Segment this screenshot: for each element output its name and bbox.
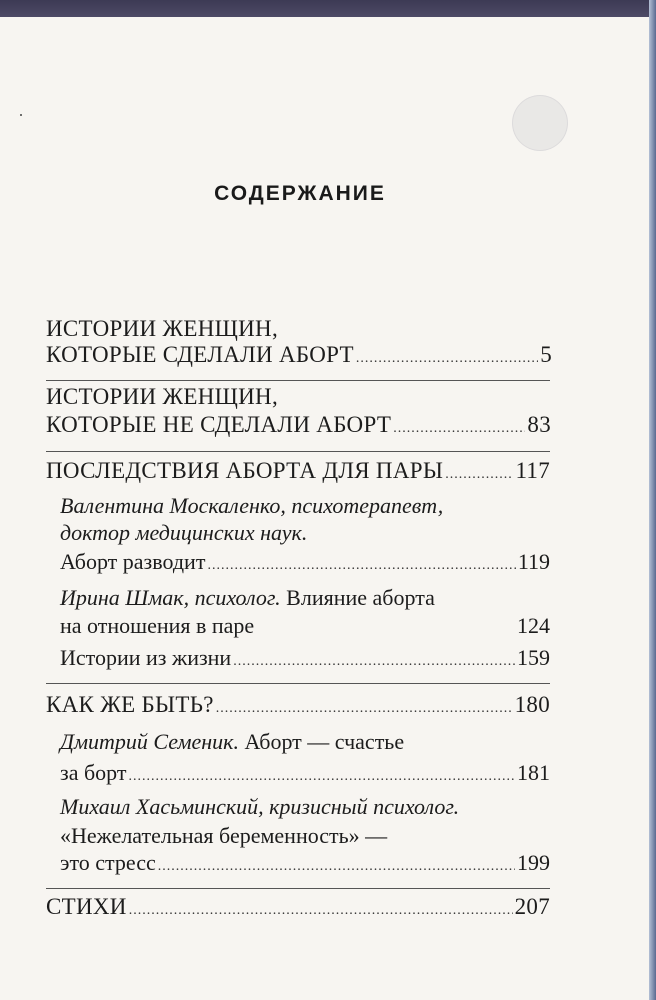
- divider: [46, 888, 550, 889]
- section-5-page: 207: [514, 894, 550, 919]
- toc-heading: СОДЕРЖАНИЕ: [214, 182, 386, 205]
- scan-right-edge: [649, 0, 656, 1000]
- entry-4-2-title-part2: это стресс: [60, 850, 156, 875]
- section-1-title-line1: ИСТОРИИ ЖЕНЩИН,: [46, 316, 279, 341]
- entry-3-2-title-part2: на отношения в паре: [60, 613, 255, 638]
- section-2-page: 83: [527, 412, 551, 437]
- entry-4-1-heading: [60, 729, 404, 755]
- entry-3-3-page: 159: [517, 645, 550, 670]
- entry-4-2[interactable]: [60, 850, 550, 876]
- dot-leader: [129, 903, 513, 919]
- entry-4-2-title-part1: «Нежелательная беременность» —: [60, 823, 388, 848]
- dot-leader: [445, 467, 513, 483]
- section-5-entry[interactable]: [46, 894, 550, 920]
- entry-3-2-title-part1: Влияние аборта: [286, 585, 435, 610]
- entry-3-1-title: Аборт разводит: [60, 549, 206, 574]
- dot-leader: [158, 859, 515, 875]
- section-3-entry[interactable]: [46, 458, 550, 484]
- bleed-through-seal: [512, 95, 568, 151]
- dot-leader: [233, 654, 515, 670]
- entry-4-2-author: Михаил Хасьминский, кризисный психолог.: [60, 794, 460, 819]
- dot-leader: [393, 421, 525, 437]
- section-5-title: СТИХИ: [46, 894, 127, 919]
- section-2-title-line1: ИСТОРИИ ЖЕНЩИН,: [46, 384, 279, 409]
- dot-leader: [128, 769, 515, 785]
- entry-3-2-page: 124: [517, 613, 550, 638]
- divider: [46, 380, 550, 381]
- entry-3-1-page: 119: [517, 549, 550, 574]
- divider: [46, 451, 550, 452]
- section-1-title-line2: КОТОРЫЕ СДЕЛАЛИ АБОРТ: [46, 342, 354, 367]
- entry-4-1-page: 181: [517, 760, 550, 785]
- section-3-title: ПОСЛЕДСТВИЯ АБОРТА ДЛЯ ПАРЫ: [46, 458, 444, 483]
- section-4-entry[interactable]: [46, 692, 550, 718]
- entry-3-1-author-line2: доктор медицинских наук.: [60, 520, 308, 545]
- entry-3-2-heading: [60, 585, 435, 611]
- entry-4-1-author: Дмитрий Семеник.: [60, 729, 239, 754]
- scan-top-edge: [0, 0, 656, 17]
- entry-3-3[interactable]: [60, 645, 550, 671]
- dot-leader: [216, 701, 513, 717]
- entry-4-1-title-part1: Аборт — счастье: [244, 729, 405, 754]
- dot-leader: [356, 351, 538, 367]
- section-1-entry[interactable]: [46, 342, 552, 368]
- entry-3-3-title: Истории из жизни: [60, 645, 232, 670]
- section-2-title-line2: КОТОРЫЕ НЕ СДЕЛАЛИ АБОРТ: [46, 412, 392, 437]
- entry-4-1-title-part2: за борт: [60, 760, 127, 785]
- divider: [46, 683, 550, 684]
- section-1-page: 5: [540, 342, 552, 367]
- section-2-entry[interactable]: [46, 412, 551, 438]
- entry-3-2-author: Ирина Шмак, психолог.: [60, 585, 281, 610]
- entry-3-1-author-line1: Валентина Москаленко, психотерапевт,: [60, 493, 444, 518]
- entry-3-1[interactable]: [60, 549, 550, 575]
- entry-3-2[interactable]: [60, 613, 550, 639]
- scan-speck: [20, 114, 22, 116]
- entry-4-1[interactable]: [60, 760, 550, 786]
- section-3-page: 117: [515, 458, 550, 483]
- dot-leader: [207, 558, 515, 574]
- section-4-page: 180: [514, 692, 550, 717]
- section-4-title: КАК ЖЕ БЫТЬ?: [46, 692, 214, 717]
- entry-4-2-page: 199: [517, 850, 550, 875]
